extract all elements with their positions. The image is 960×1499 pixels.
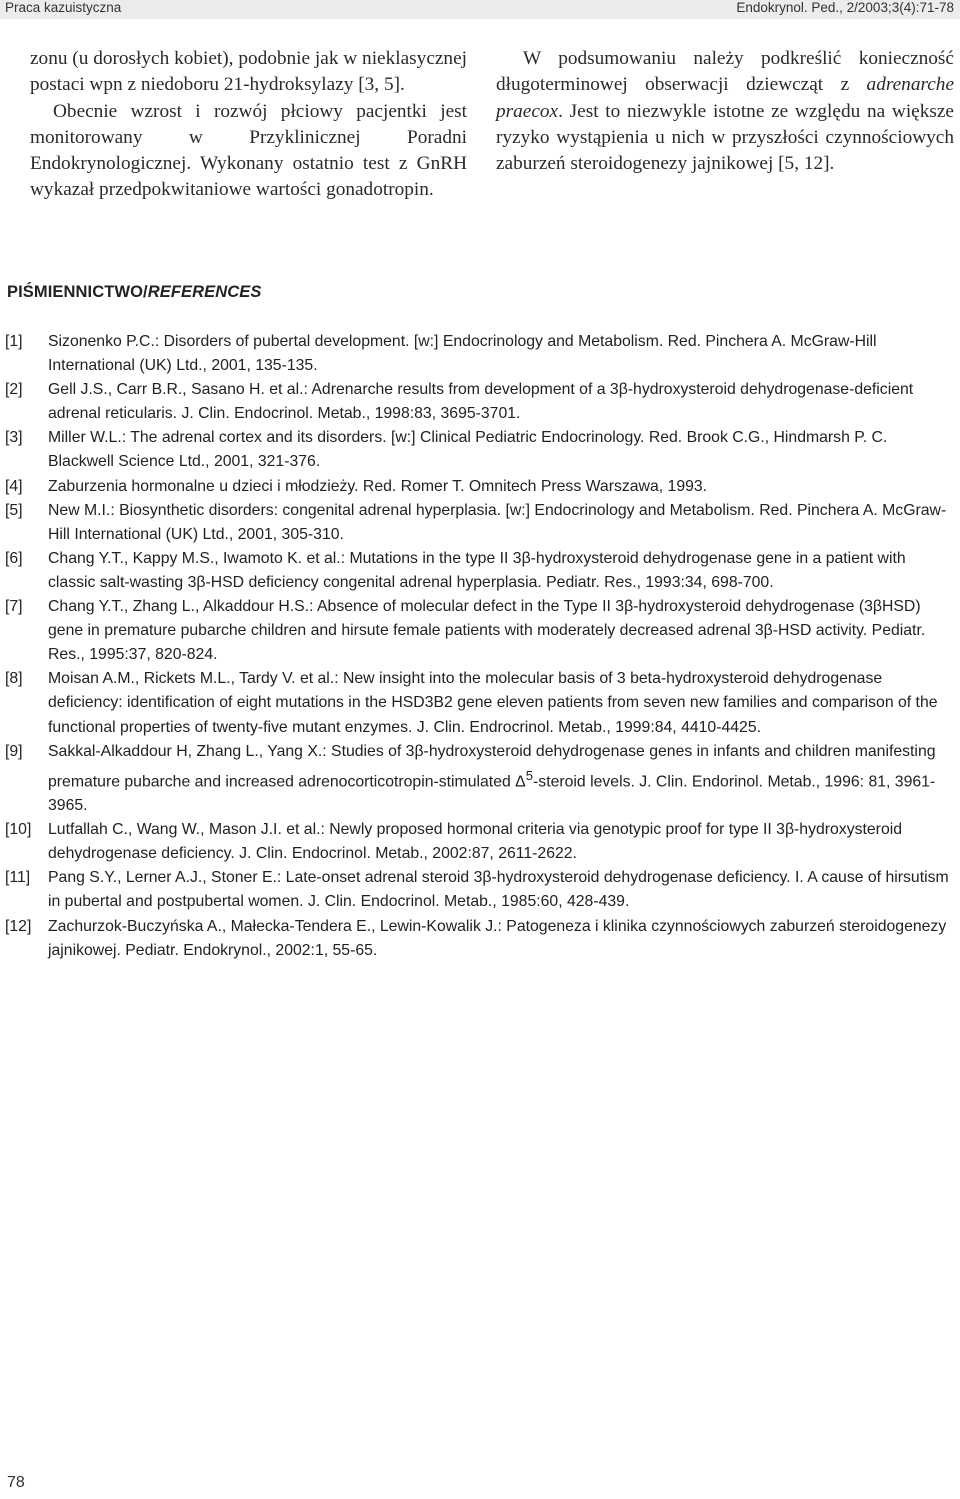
references-list: [5, 330, 955, 963]
reference-superscript: 5: [525, 767, 534, 783]
reference-number: [1]: [5, 333, 23, 350]
journal-citation: Endokrynol. Ped., 2/2003;3(4):71-78: [736, 0, 954, 15]
reference-text-end: -steroid levels. J. Clin. Endorinol. Metab., 1996: 81, 3961-3965.: [48, 772, 936, 815]
reference-text: New M.I.: Biosynthetic disorders: congenital adrenal hyperplasia. [w:] Endocrinology and Metabolism. Red. Pinchera A. McGraw-Hill International (UK) Ltd., 2001, 305-310.: [48, 501, 947, 543]
left-paragraph-1: zonu (u dorosłych kobiet), podobnie jak w nieklasycznej postaci wpn z niedoboru 21-hydroksylazy [3, 5].: [30, 48, 467, 96]
reference-number: [8]: [5, 670, 23, 688]
reference-number: [2]: [5, 381, 23, 399]
reference-item: [5, 866, 955, 914]
reference-item: [5, 499, 955, 547]
references-heading-english: REFERENCES: [147, 283, 262, 301]
reference-text: Lutfallah C., Wang W., Mason J.I. et al.: Newly proposed hormonal criteria via genotypic proof for type II 3β-hydroxysteroid dehydrogenase deficiency. J. Clin. Endocrinol. Metab., 2002:87, 2611-2622.: [48, 821, 903, 863]
reference-number: [5]: [5, 501, 23, 519]
right-paragraph-1: [496, 46, 954, 177]
reference-item: [5, 915, 955, 963]
reference-item: [5, 330, 955, 378]
reference-text: Sizonenko P.C.: Disorders of pubertal development. [w:] Endocrinology and Metabolism. Red. Pinchera A. McGraw-Hill International (UK) Ltd., 2001, 135-135.: [48, 333, 877, 375]
reference-number: [6]: [5, 549, 23, 567]
references-heading-polish: PIŚMIENNICTWO/: [7, 283, 148, 301]
section-label: Praca kazuistyczna: [5, 0, 122, 15]
reference-number: [4]: [5, 477, 23, 495]
reference-item: [5, 426, 955, 474]
right-paragraph-end: . Jest to niezwykle istotne ze względu na większe ryzyko wystąpienia u nich w przyszłości czynnościowych zaburzeń steroidogenezy jajnikowej [5, 12].: [496, 100, 954, 175]
reference-number: [7]: [5, 598, 23, 616]
reference-item: [5, 818, 955, 866]
reference-item: [5, 378, 955, 426]
page-number: 78: [7, 1474, 25, 1491]
right-paragraph-italic-term: adrenarche praecox: [496, 74, 954, 122]
reference-number: [3]: [5, 429, 23, 447]
reference-text: [48, 740, 955, 819]
reference-text: Pang S.Y., Lerner A.J., Stoner E.: Late-onset adrenal steroid 3β-hydroxysteroid dehydrogenase deficiency. I. A cause of hirsutism in pubertal and postpubertal women. J. Clin. Endocrinol. Metab., 1985:60, 428-439.: [48, 869, 949, 911]
reference-text: Chang Y.T., Zhang L., Alkaddour H.S.: Absence of molecular defect in the Type II 3β-hydroxysteroid dehydrogenase (3βHSD) gene in premature pubarche children and hirsute female patients with moderately decreased adrenal 3β-HSD activity. Pediatr. Res., 1995:37, 820-824.: [48, 598, 926, 664]
reference-text: Chang Y.T., Kappy M.S., Iwamoto K. et al.: Mutations in the type II 3β-hydroxysteroid dehydrogenase gene in a patient with classic salt-wasting 3β-HSD deficiency congenital adrenal hyperplasia. Pediatr. Res., 1993:34, 698-700.: [48, 549, 906, 591]
reference-item: [5, 547, 955, 595]
reference-item: [5, 595, 955, 667]
left-text-column: [30, 46, 467, 204]
right-paragraph-start: W podsumowaniu należy podkreślić konieczność długoterminowej obserwacji dziewcząt z: [496, 48, 954, 96]
reference-text: Miller W.L.: The adrenal cortex and its disorders. [w:] Clinical Pediatric Endocrinology. Red. Brook C.G., Hindmarsh P. C. Blackwell Science Ltd., 2001, 321-376.: [48, 429, 888, 471]
reference-item: [5, 667, 955, 739]
reference-number: [12]: [5, 917, 32, 935]
reference-item: [5, 475, 955, 499]
reference-text: Moisan A.M., Rickets M.L., Tardy V. et al.: New insight into the molecular basis of 3 beta-hydroxysteroid dehydrogenase deficiency: identification of eight mutations in the HSD3B2 gene eleven patients from seven new families and comparison of the functional properties of twenty-five mutant enzymes. J. Clin. Endrocrinol. Metab., 1999:84, 4410-4425.: [48, 670, 938, 736]
reference-number: [10]: [5, 821, 32, 839]
reference-number: [9]: [5, 742, 23, 760]
reference-item: [5, 740, 955, 819]
left-paragraph-2: Obecnie wzrost i rozwój płciowy pacjentki jest monitorowany w Przyklinicznej Poradni Endokrynologicznej. Wykonany ostatnio test z GnRH wykazał przedpokwitaniowe wartości gonadotropin.: [30, 100, 467, 201]
references-heading: [7, 283, 262, 302]
reference-text-start: Sakkal-Alkaddour H, Zhang L., Yang X.: Studies of 3β-hydroxysteroid dehydrogenase genes in infants and children manifesting premature pubarche and increased adrenocorticotropin-stimulated Δ: [48, 742, 936, 790]
right-text-column: [496, 46, 954, 177]
reference-text: Zaburzenia hormonalne u dzieci i młodzieży. Red. Romer T. Omnitech Press Warszawa, 1993.: [48, 477, 708, 495]
running-header: [0, 0, 960, 19]
reference-text: Zachurzok-Buczyńska A., Małecka-Tendera E., Lewin-Kowalik J.: Patogeneza i klinika czynnościowych zaburzeń steroidogenezy jajnikowej. Pediatr. Endokrynol., 2002:1, 55-65.: [48, 917, 947, 959]
reference-text: Gell J.S., Carr B.R., Sasano H. et al.: Adrenarche results from development of a 3β-hydroxysteroid dehydrogenase-deficient adrenal reticularis. J. Clin. Endocrinol. Metab., 1998:83, 3695-3701.: [48, 381, 914, 423]
reference-number: [11]: [5, 869, 31, 887]
